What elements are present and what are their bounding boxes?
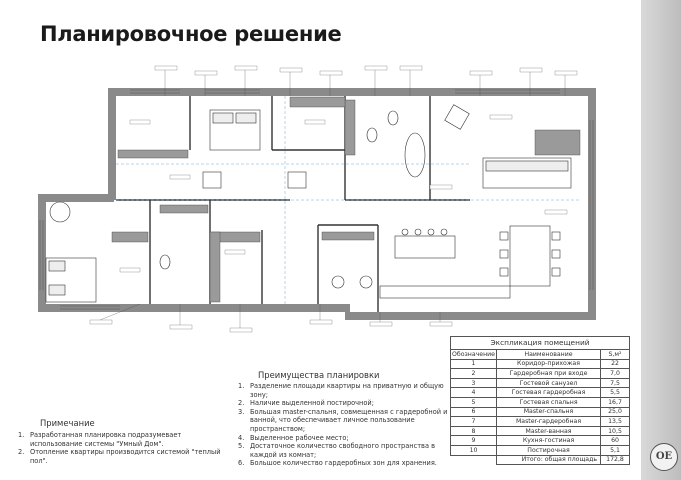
table-cell: 3 [451, 378, 497, 388]
item-text: Большая master-спальня, совмещенная с гардеробной и ванной, что обеспечивает личное пользование пространством; [250, 407, 448, 433]
table-row [451, 397, 630, 407]
table-row [451, 388, 630, 398]
item-text: Наличие выделенной постирочной; [250, 399, 374, 408]
item-number: 2. [18, 448, 25, 457]
item-text: Отопление квартиры производится системой "теплый пол". [30, 448, 221, 465]
table-cell: 5,1 [601, 445, 630, 455]
table-header-row [451, 350, 630, 360]
table-row [451, 436, 630, 446]
table-cell: 6 [451, 407, 497, 417]
table-cell: 60 [601, 436, 630, 446]
table-row [451, 417, 630, 427]
item-number: 2. [238, 399, 245, 408]
item-number: 5. [238, 442, 245, 451]
item-text: Разработанная планировка подразумевает использование системы "Умный Дом". [30, 431, 182, 448]
notes-list [18, 431, 228, 465]
table-cell: 1 [451, 359, 497, 369]
list-item [238, 382, 448, 399]
table-cell: Гостевая гардеробная [497, 388, 601, 398]
table-cell: 25,0 [601, 407, 630, 417]
table-row [451, 378, 630, 388]
table-cell: 9 [451, 436, 497, 446]
item-text: Разделение площади квартиры на приватную и общую зону; [250, 382, 444, 399]
table-cell: Master-ванная [497, 426, 601, 436]
brand-logo: OE [650, 443, 678, 471]
list-item [238, 399, 448, 408]
item-number: 1. [18, 431, 25, 439]
explication-table [450, 336, 630, 465]
table-cell: 16,7 [601, 397, 630, 407]
item-text: Выделенное рабочее место; [250, 433, 349, 442]
table-row [451, 426, 630, 436]
table-cell: 22 [601, 359, 630, 369]
table-cell: Master-спальня [497, 407, 601, 417]
table-cell: 7,5 [601, 378, 630, 388]
table-cell: 5,5 [601, 388, 630, 398]
list-item [18, 431, 228, 448]
total-label: Итого: общая площадь [497, 455, 601, 465]
list-item [238, 434, 448, 443]
table-cell: Гардеробная при входе [497, 369, 601, 379]
table-cell: 2 [451, 369, 497, 379]
advantages-title: Преимущества планировки [258, 370, 380, 380]
table-cell: 10 [451, 445, 497, 455]
item-number: 3. [238, 407, 245, 416]
table-cell: Гостевой санузел [497, 378, 601, 388]
item-text: Достаточное количество свободного пространства в каждой из комнат; [250, 442, 435, 459]
item-text: Большое количество гардеробных зон для хранения. [250, 459, 437, 468]
list-item [238, 408, 448, 434]
table-cell: Master-гардеробная [497, 417, 601, 427]
table-cell: 7,0 [601, 369, 630, 379]
table-cell: Кухня-гостиная [497, 436, 601, 446]
table-cell: Гостевая спальня [497, 397, 601, 407]
table-cell: 5 [451, 397, 497, 407]
column-header: S,м² [601, 350, 630, 360]
list-item [238, 442, 448, 459]
table-row [451, 369, 630, 379]
item-number: 4. [238, 433, 245, 442]
column-header: Наименование [497, 350, 601, 360]
table-cell: 4 [451, 388, 497, 398]
total-value: 172,8 [601, 455, 630, 465]
table-row [451, 359, 630, 369]
explication-title: Экспликация помещений [450, 336, 630, 349]
table-cell: 13,5 [601, 417, 630, 427]
item-number: 1. [238, 382, 245, 390]
table-row [451, 407, 630, 417]
list-item [18, 448, 228, 465]
table-cell: 10,5 [601, 426, 630, 436]
advantages-list [238, 382, 448, 468]
table-total-row [451, 455, 630, 465]
table-row [451, 445, 630, 455]
list-item [238, 459, 448, 468]
table-cell: 8 [451, 426, 497, 436]
table-cell: Коридор-прихожая [497, 359, 601, 369]
item-number: 6. [238, 459, 245, 468]
column-header: Обозначение [452, 350, 495, 358]
page-title: Планировочное решение [40, 22, 342, 46]
table-cell: Постирочная [497, 445, 601, 455]
table-cell: 7 [451, 417, 497, 427]
notes-title: Примечание [40, 418, 95, 428]
